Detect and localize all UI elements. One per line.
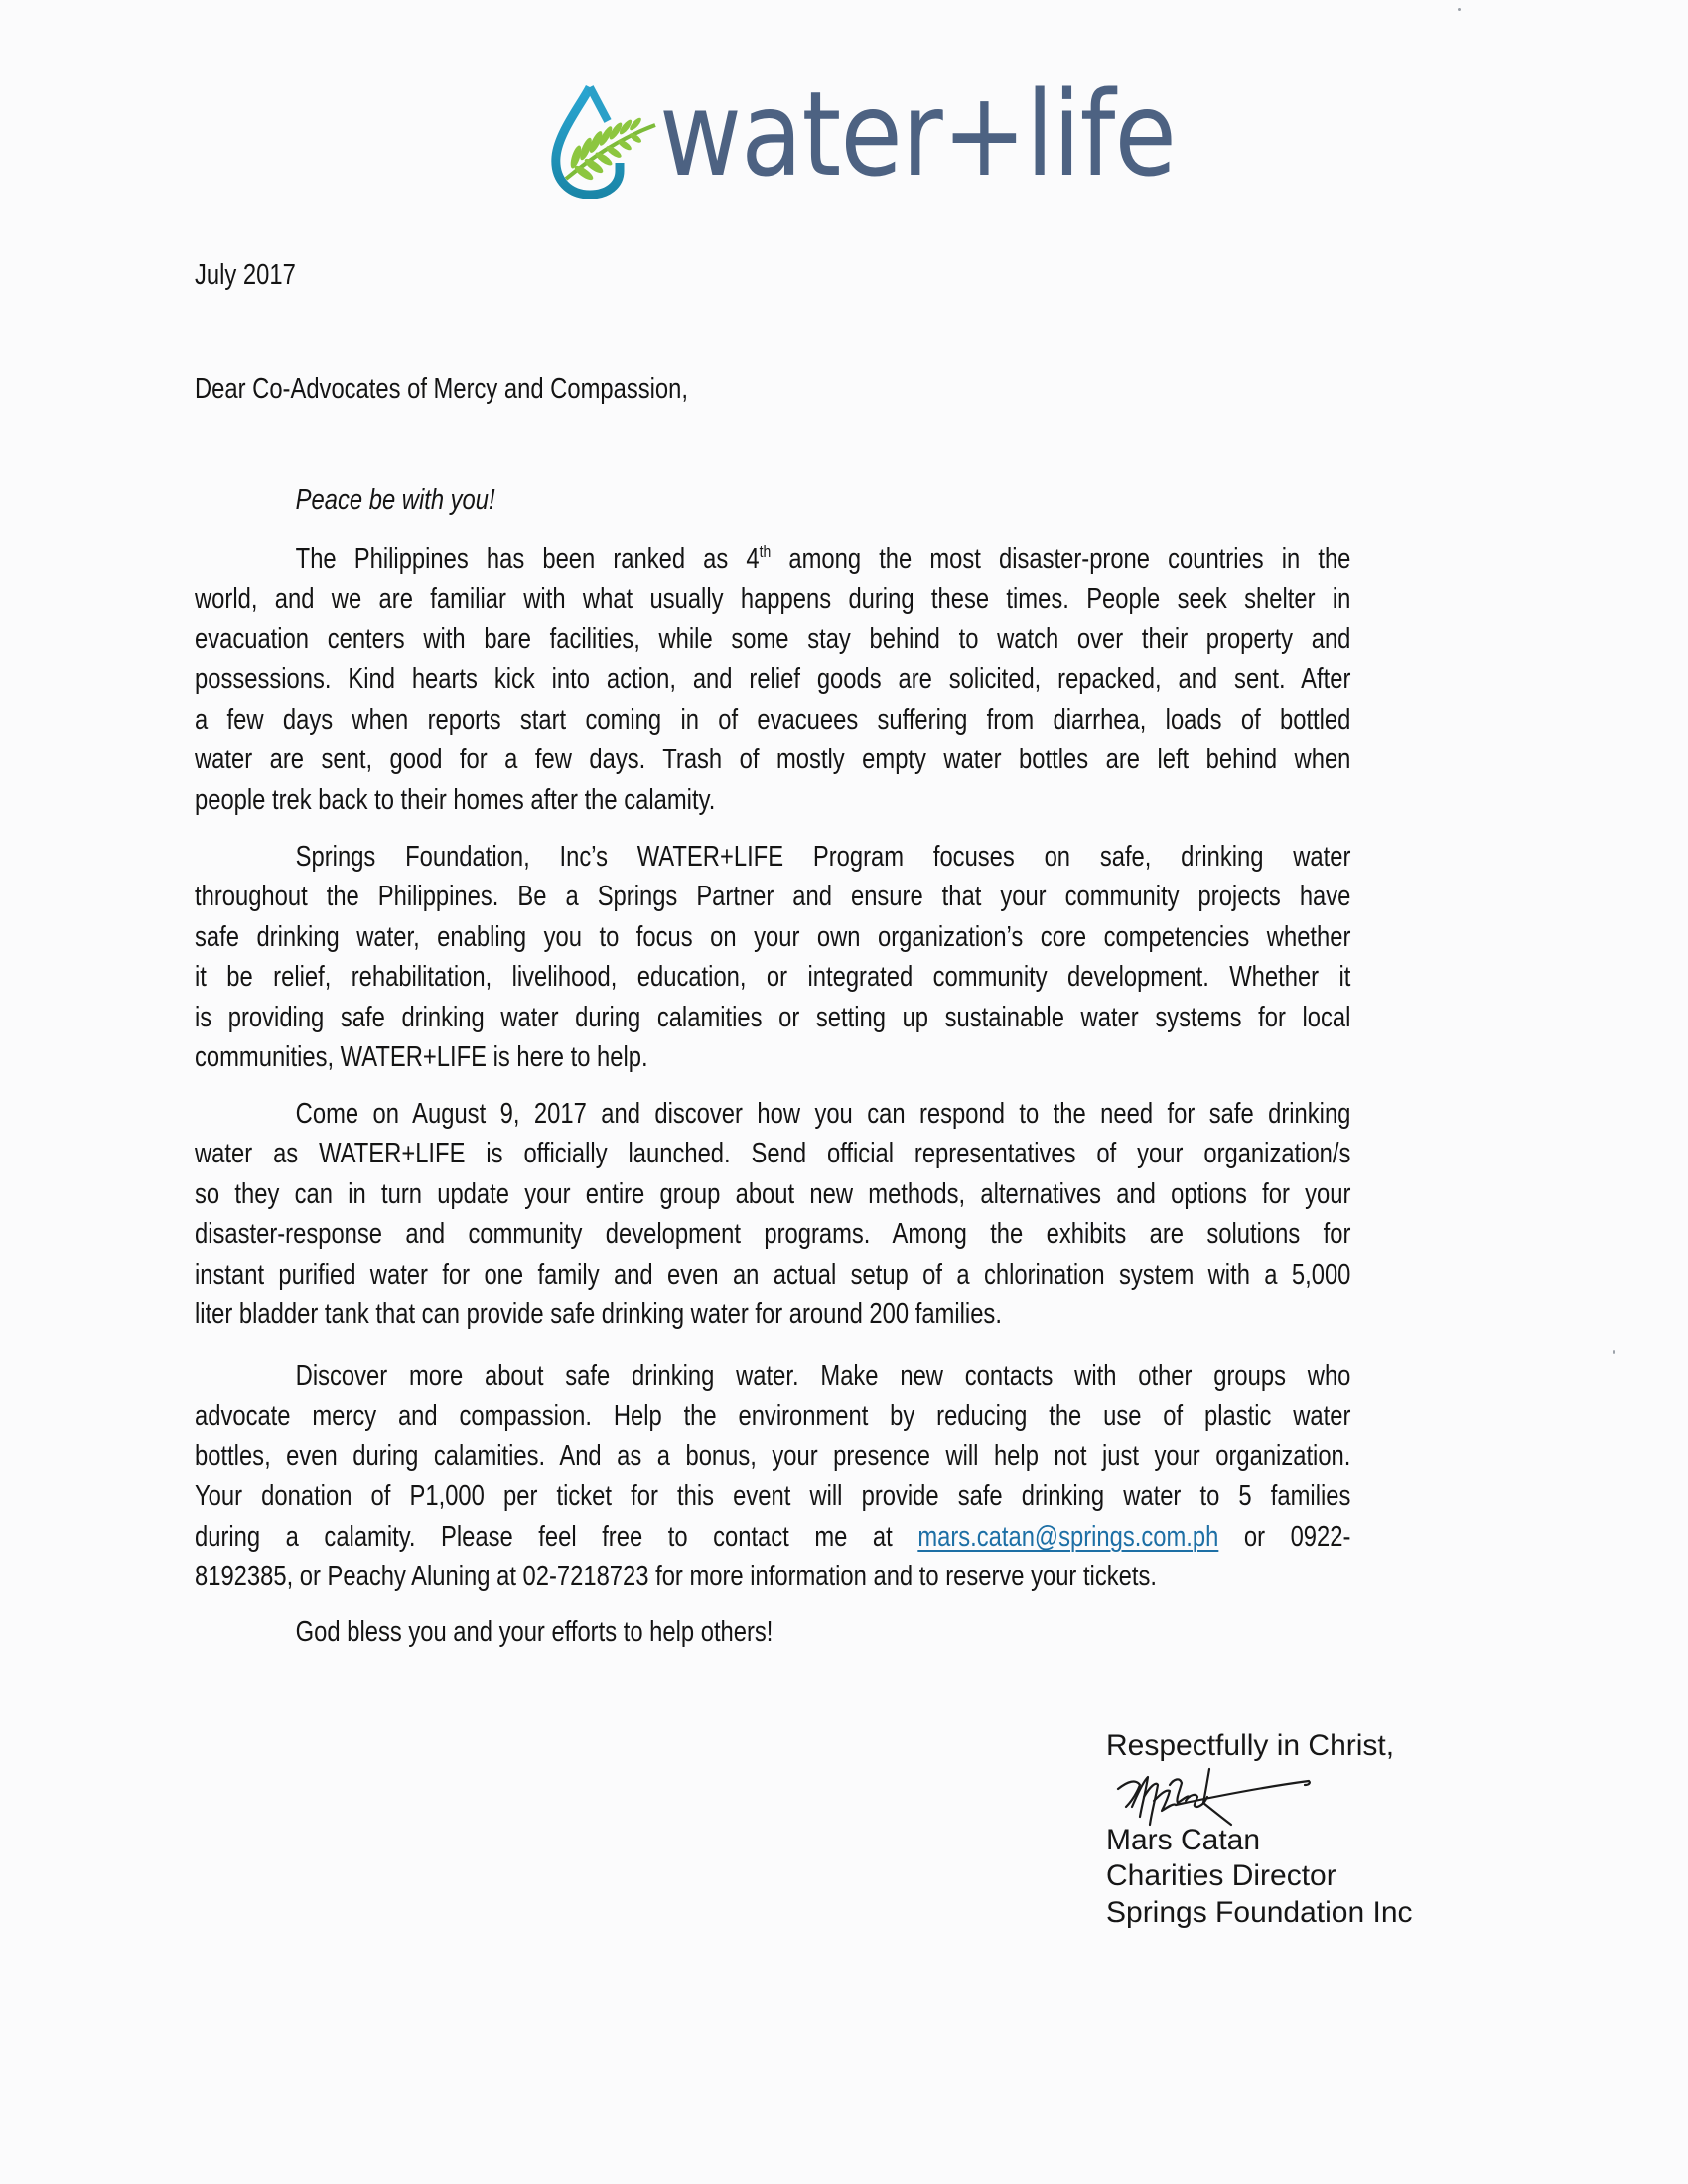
logo-wordmark: water+life	[659, 66, 1177, 203]
blessing-block	[195, 1612, 1350, 1652]
letter-date-block	[195, 255, 1350, 295]
text-run: The Philippines has been ranked as 4	[295, 543, 760, 575]
closing-phrase: Respectfully in Christ,	[1106, 1729, 1395, 1762]
text-run: during a calamity. Please feel free to contact me at	[195, 1520, 918, 1553]
scan-speck	[1458, 8, 1461, 11]
paragraph-line: Discover more about safe drinking water. Make new contacts with other groups who	[295, 1360, 1351, 1392]
paragraph-line: communities, WATER+LIFE is here to help.	[195, 1041, 648, 1074]
paragraph-line: water are sent, good for a few days. Trash of mostly empty water bottles are left behind when	[195, 744, 1351, 776]
paragraph-line: people trek back to their homes after the calamity.	[195, 783, 716, 816]
paragraph-2	[195, 837, 1350, 1078]
paragraph-line: is providing safe drinking water during calamities or setting up sustainable water systems for local	[195, 1001, 1351, 1033]
paragraph-line: 8192385, or Peachy Aluning at 02-7218723 for more information and to reserve your tickets.	[195, 1561, 1157, 1593]
letter-date: July 2017	[195, 259, 296, 291]
paragraph-3	[195, 1094, 1350, 1335]
paragraph-line: bottles, even during calamities. And as a bonus, your presence will help not just your organization.	[195, 1439, 1351, 1472]
ordinal-suffix: th	[759, 542, 772, 561]
paragraph-line	[195, 539, 1350, 579]
paragraph-line: evacuation centers with bare facilities, while some stay behind to watch over their property and	[195, 622, 1351, 655]
water-life-logo	[548, 66, 1177, 203]
salutation-block	[195, 369, 1350, 409]
paragraph-line: water as WATER+LIFE is officially launched. Send official representatives of your organization/s	[195, 1138, 1351, 1170]
greeting: Peace be with you!	[295, 484, 495, 516]
text-run: or 0922-	[1243, 1520, 1351, 1553]
paragraph-line: advocate mercy and compassion. Help the environment by reducing the use of plastic water	[195, 1400, 1351, 1433]
blessing: God bless you and your efforts to help others!	[295, 1616, 774, 1648]
paragraph-line: throughout the Philippines. Be a Springs Partner and ensure that your community projects have	[195, 881, 1351, 913]
paragraph-4	[195, 1356, 1350, 1597]
paragraph-1	[195, 539, 1350, 820]
scan-speck	[1613, 1350, 1615, 1354]
text-run: among the most disaster-prone countries in the	[771, 543, 1351, 575]
salutation: Dear Co-Advocates of Mercy and Compassion,	[195, 373, 688, 405]
signer-name: Mars Catan	[1106, 1824, 1261, 1856]
paragraph-line: Your donation of P1,000 per ticket for this event will provide safe drinking water to 5 families	[195, 1480, 1351, 1513]
paragraph-line: disaster-response and community development programs. Among the exhibits are solutions for	[195, 1218, 1351, 1251]
paragraph-line: liter bladder tank that can provide safe drinking water for around 200 families.	[195, 1298, 1002, 1331]
water-drop-with-leaf-icon	[548, 81, 657, 199]
paragraph-line: Come on August 9, 2017 and discover how you can respond to the need for safe drinking	[295, 1098, 1351, 1130]
paragraph-line: Springs Foundation, Inc’s WATER+LIFE Program focuses on safe, drinking water	[295, 841, 1351, 873]
email-link[interactable]: mars.catan@springs.com.ph	[917, 1520, 1219, 1553]
paragraph-line: a few days when reports start coming in of evacuees suffering from diarrhea, loads of bottled	[195, 703, 1351, 736]
paragraph-line: world, and we are familiar with what usually happens during these times. People seek shelter in	[195, 583, 1351, 615]
paragraph-line: so they can in turn update your entire group about new methods, alternatives and options for your	[195, 1177, 1351, 1210]
greeting-block	[195, 480, 1350, 520]
paragraph-line: instant purified water for one family and even an actual setup of a chlorination system with a 5,000	[195, 1258, 1351, 1291]
signer-title: Charities Director	[1106, 1859, 1336, 1892]
paragraph-line: it be relief, rehabilitation, livelihood, education, or integrated community development. Whether it	[195, 961, 1351, 994]
paragraph-line	[195, 1517, 1350, 1557]
signer-organization: Springs Foundation Inc	[1106, 1896, 1413, 1929]
paragraph-line: possessions. Kind hearts kick into action, and relief goods are solicited, repacked, and sent. After	[195, 663, 1351, 696]
paragraph-line: safe drinking water, enabling you to focus on your own organization’s core competencies whether	[195, 920, 1351, 953]
